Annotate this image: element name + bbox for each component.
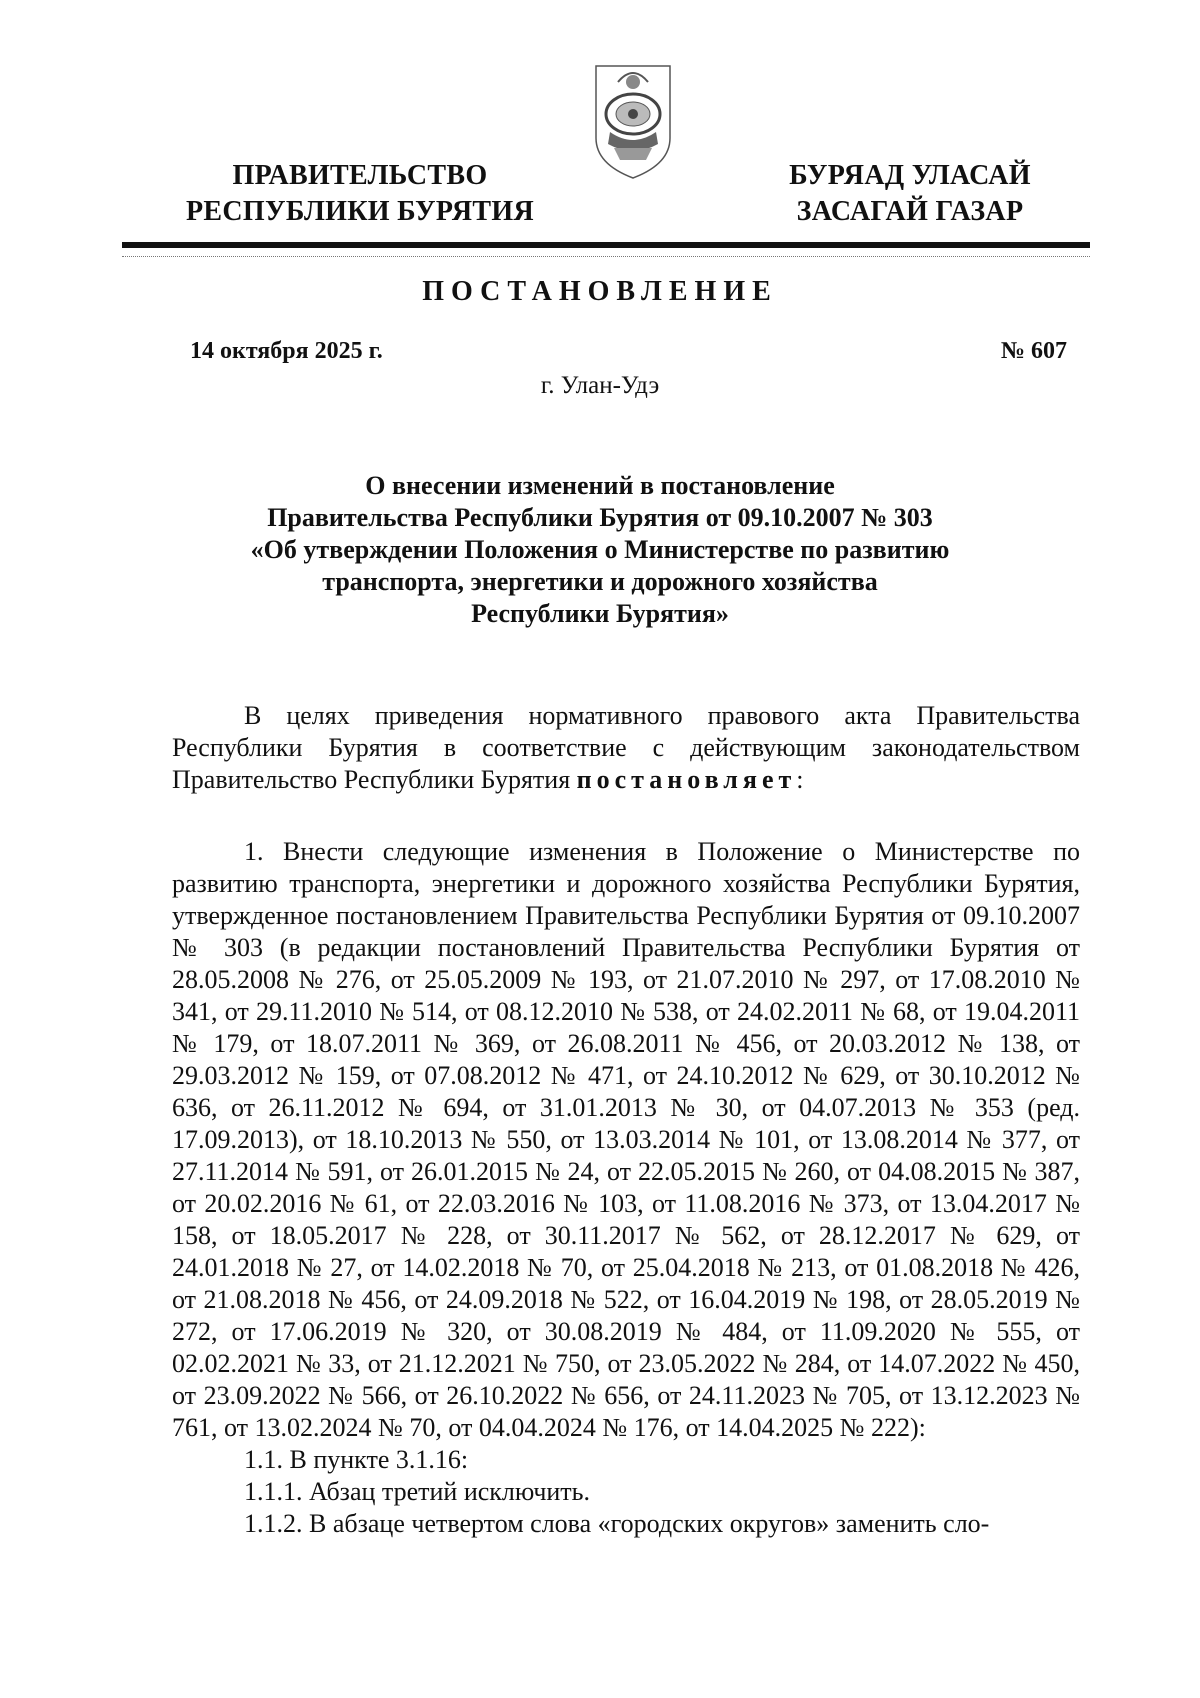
title-line4: транспорта, энергетики и дорожного хозяйства <box>322 567 878 596</box>
item-1-paragraph <box>172 836 1080 1540</box>
preamble-paragraph <box>172 700 1080 796</box>
item-1-1-2: 1.1.2. В абзаце четвертом слова «городских округов» заменить сло- <box>244 1509 990 1538</box>
header-divider-thick <box>122 242 1090 248</box>
title-line1: О внесении изменений в постановление <box>365 471 835 500</box>
decree-word: постановляет <box>576 765 797 794</box>
header-divider-thin <box>122 256 1090 258</box>
government-name-buryat-line1: БУРЯАД УЛАСАЙ <box>789 160 1031 191</box>
item-1-text: 1. Внести следующие изменения в Положение о Министерстве по развитию транспорта, энергетики и дорожного хозяйства Республики Бурятия, утвержденное постановлением Правительства Республики Бурятия от 09.10.2007 № 303 (в редакции постановлений Правительства Республики Бурятия от 28.05.2008 № 276, от 25.05.2009 № 193, от 21.07.2010 № 297, от 17.08.2010 № 341, от 29.11.2010 № 514, от 08.12.2010 № 538, от 24.02.2011 № 68, от 19.04.2011 № 179, от 18.07.2011 № 369, от 26.08.2011 № 456, от 20.03.2012 № 138, от 29.03.2012 № 159, от 07.08.2012 № 471, от 24.10.2012 № 629, от 30.10.2012 № 636, от 26.11.2012 № 694, от 31.01.2013 № 30, от 04.07.2013 № 353 (ред. 17.09.2013), от 18.10.2013 № 550, от 13.03.2014 № 101, от 13.08.2014 № 377, от 27.11.2014 № 591, от 26.01.2015 № 24, от 22.05.2015 № 260, от 04.08.2015 № 387, от 20.02.2016 № 61, от 22.03.2016 № 103, от 11.08.2016 № 373, от 13.04.2017 № 158, от 18.05.2017 № 228, от 30.11.2017 № 562, от 28.12.2017 № 629, от 24.01.2018 № 27, от 14.02.2018 № 70, от 25.04.2018 № 213, от 01.08.2018 № 426, от 21.08.2018 № 456, от 24.09.2018 № 522, от 16.04.2019 № 198, от 28.05.2019 № 272, от 17.06.2019 № 320, от 30.08.2019 № 484, от 11.09.2020 № 555, от 02.02.2021 № 33, от 21.12.2021 № 750, от 23.05.2022 № 284, от 14.07.2022 № 450, от 23.09.2022 № 566, от 26.10.2022 № 656, от 24.11.2023 № 705, от 13.12.2023 № 761, от 13.02.2024 № 70, от 04.04.2024 № 176, от 14.04.2025 № 222): <box>172 837 1080 1442</box>
document-city: г. Улан-Удэ <box>540 372 660 399</box>
title-line3: «Об утверждении Положения о Министерстве по развитию <box>250 535 950 564</box>
government-name-russian-line2: РЕСПУБЛИКИ БУРЯТИЯ <box>186 196 534 227</box>
coat-of-arms-emblem-icon <box>588 52 678 184</box>
document-type: ПОСТАНОВЛЕНИЕ <box>422 276 778 307</box>
preamble-end: : <box>796 765 804 794</box>
government-name-russian-line1: ПРАВИТЕЛЬСТВО <box>232 160 488 191</box>
government-name-buryat-line2: ЗАСАГАЙ ГАЗАР <box>796 196 1024 227</box>
title-line2: Правительства Республики Бурятия от 09.10.2007 № 303 <box>267 503 933 532</box>
government-name-russian <box>170 158 550 230</box>
preamble-text: В целях приведения нормативного правового акта Правительства Республики Бурятия в соответствие с действующим законодательством Правительство Республики Бурятия <box>172 701 1080 794</box>
item-1-1-1: 1.1.1. Абзац третий исключить. <box>244 1477 591 1506</box>
document-number: № 607 <box>1000 338 1067 364</box>
government-name-buryat <box>740 158 1080 230</box>
document-title <box>170 470 1030 630</box>
document-date: 14 октября 2025 г. <box>190 338 383 364</box>
title-line5: Республики Бурятия» <box>471 599 729 628</box>
item-1-1: 1.1. В пункте 3.1.16: <box>244 1445 469 1474</box>
